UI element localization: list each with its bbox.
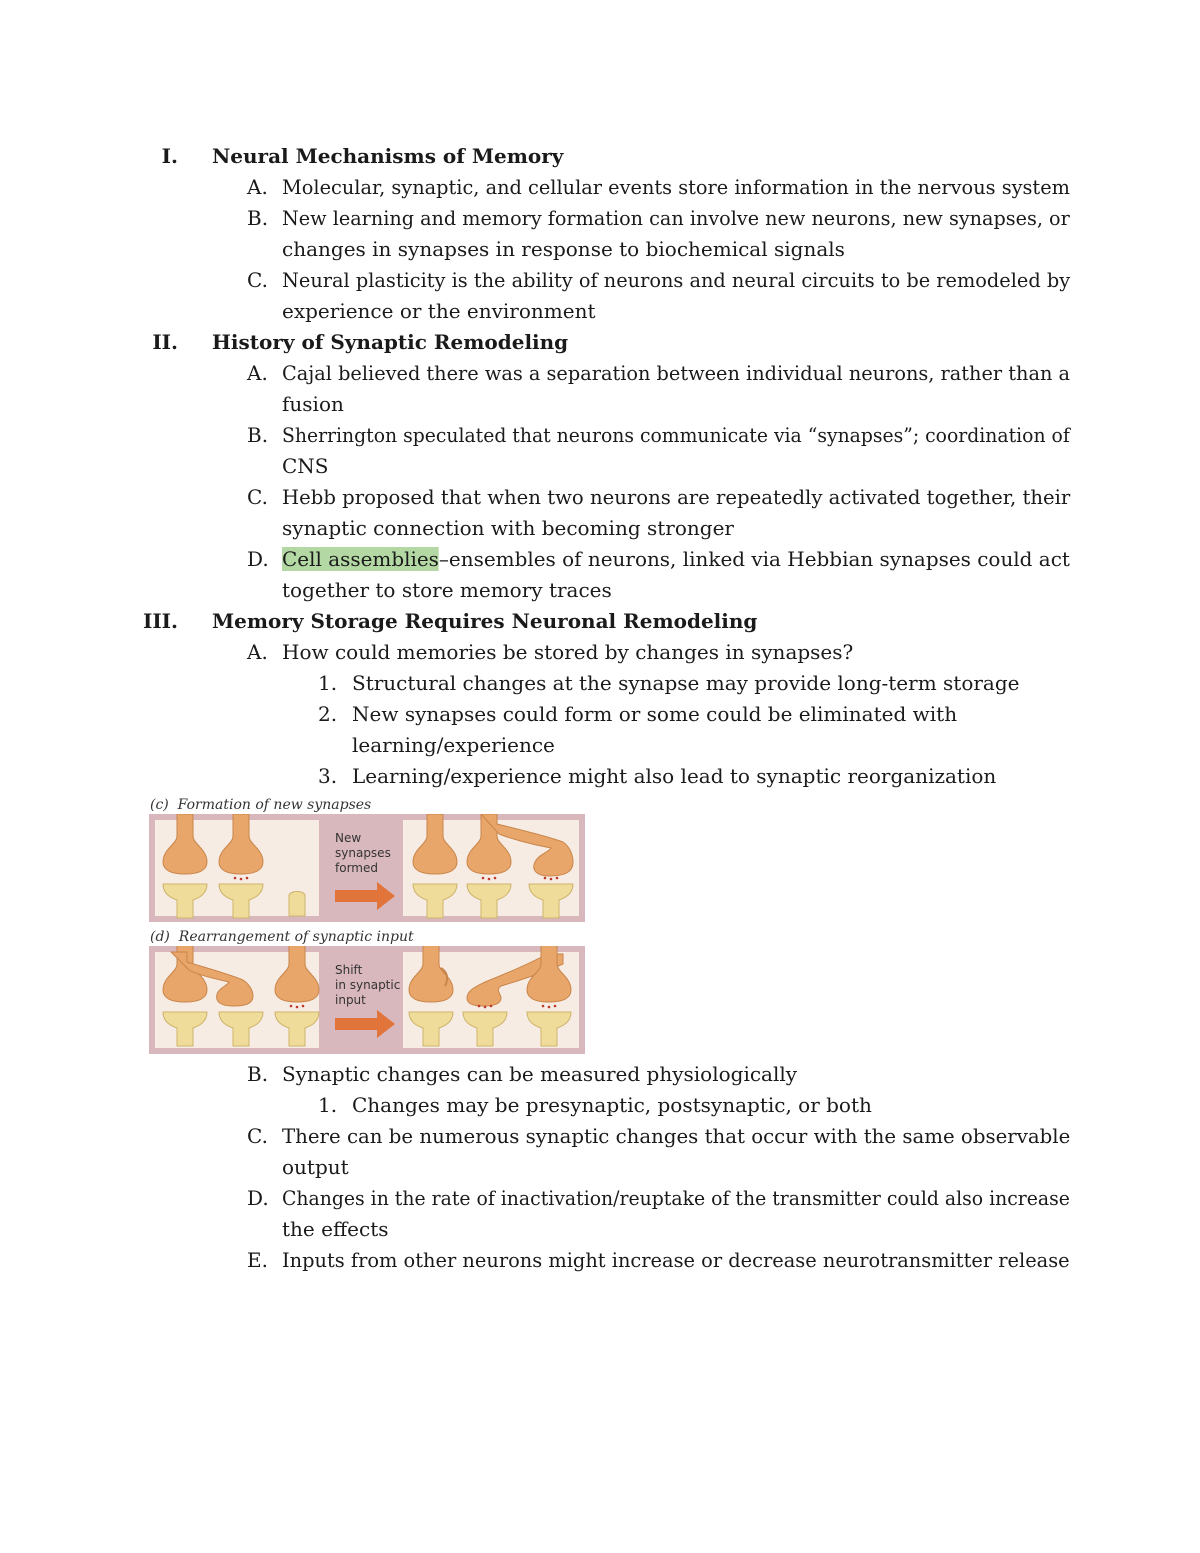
item-text: Synaptic changes can be measured physiologically	[282, 1062, 798, 1086]
item-text: experience or the environment	[282, 299, 596, 323]
arrow-label: New	[335, 831, 362, 845]
item-marker: C.	[247, 268, 268, 292]
item-text: Cajal believed there was a separation between individual neurons, rather than a	[282, 361, 1071, 385]
arrow-label: Shift	[335, 963, 363, 977]
item-text: How could memories be stored by changes in synapses?	[282, 640, 854, 664]
section-numeral: II.	[152, 330, 178, 354]
item-marker: B.	[247, 206, 269, 230]
arrow-label: formed	[335, 861, 378, 875]
item-marker: B.	[247, 423, 269, 447]
item-marker: C.	[247, 485, 268, 509]
item-text-rest: –ensembles of neurons, linked via Hebbian synapses could act	[438, 547, 1070, 571]
item-text: Hebb proposed that when two neurons are repeatedly activated together, their	[282, 485, 1071, 509]
arrow-label: synapses	[335, 846, 391, 860]
item-text: New learning and memory formation can involve new neurons, new synapses, or	[282, 206, 1070, 230]
item-text: Neural plasticity is the ability of neurons and neural circuits to be remodeled by	[282, 268, 1071, 292]
item-text: together to store memory traces	[282, 578, 612, 602]
item-text: Molecular, synaptic, and cellular events store information in the nervous system	[282, 175, 1070, 199]
item-text: Changes in the rate of inactivation/reuptake of the transmitter could also increase	[282, 1186, 1070, 1210]
figure-caption-d: (d) Rearrangement of synaptic input	[150, 929, 414, 945]
figure-caption-c: (c) Formation of new synapses	[150, 797, 372, 813]
item-marker: D.	[247, 547, 269, 571]
item-marker: D.	[247, 1186, 269, 1210]
item-text: changes in synapses in response to biochemical signals	[282, 237, 845, 261]
synapse-rearrangement-diagram	[149, 946, 585, 1054]
section-heading: Memory Storage Requires Neuronal Remodeling	[212, 609, 758, 633]
item-text: fusion	[282, 392, 344, 416]
item-text: output	[282, 1155, 349, 1179]
section-numeral: I.	[161, 144, 178, 168]
arrow-label: in synaptic	[335, 978, 401, 992]
subitem-marker: 3.	[318, 764, 338, 788]
section-heading: History of Synaptic Remodeling	[212, 330, 569, 354]
subitem-text: Structural changes at the synapse may provide long-term storage	[352, 671, 1020, 695]
item-text: CNS	[282, 454, 329, 478]
item-marker: E.	[247, 1248, 268, 1272]
item-marker: B.	[247, 1062, 269, 1086]
subitem-marker: 2.	[318, 702, 338, 726]
subitem-text: Changes may be presynaptic, postsynaptic, or both	[352, 1093, 872, 1117]
item-text: Sherrington speculated that neurons communicate via “synapses”; coordination of	[282, 423, 1070, 447]
item-text: There can be numerous synaptic changes that occur with the same observable	[282, 1124, 1071, 1148]
item-marker: A.	[247, 175, 268, 199]
highlighted-term: Cell assemblies	[282, 547, 439, 571]
subitem-marker: 1.	[318, 671, 338, 695]
item-marker: A.	[247, 640, 268, 664]
item-marker: C.	[247, 1124, 268, 1148]
section-heading: Neural Mechanisms of Memory	[212, 144, 564, 168]
item-text: Inputs from other neurons might increase or decrease neurotransmitter release	[282, 1248, 1070, 1272]
subitem-text: learning/experience	[352, 733, 555, 757]
synapse-formation-diagram	[149, 814, 585, 922]
item-text	[282, 544, 1070, 575]
subitem-text: Learning/experience might also lead to synaptic reorganization	[352, 764, 997, 788]
section-numeral: III.	[142, 609, 178, 633]
subitem-text: New synapses could form or some could be eliminated with	[352, 702, 958, 726]
item-marker: A.	[247, 361, 268, 385]
subitem-marker: 1.	[318, 1093, 338, 1117]
item-text: synaptic connection with becoming stronger	[282, 516, 734, 540]
arrow-label: input	[335, 993, 366, 1007]
item-text: the effects	[282, 1217, 389, 1241]
